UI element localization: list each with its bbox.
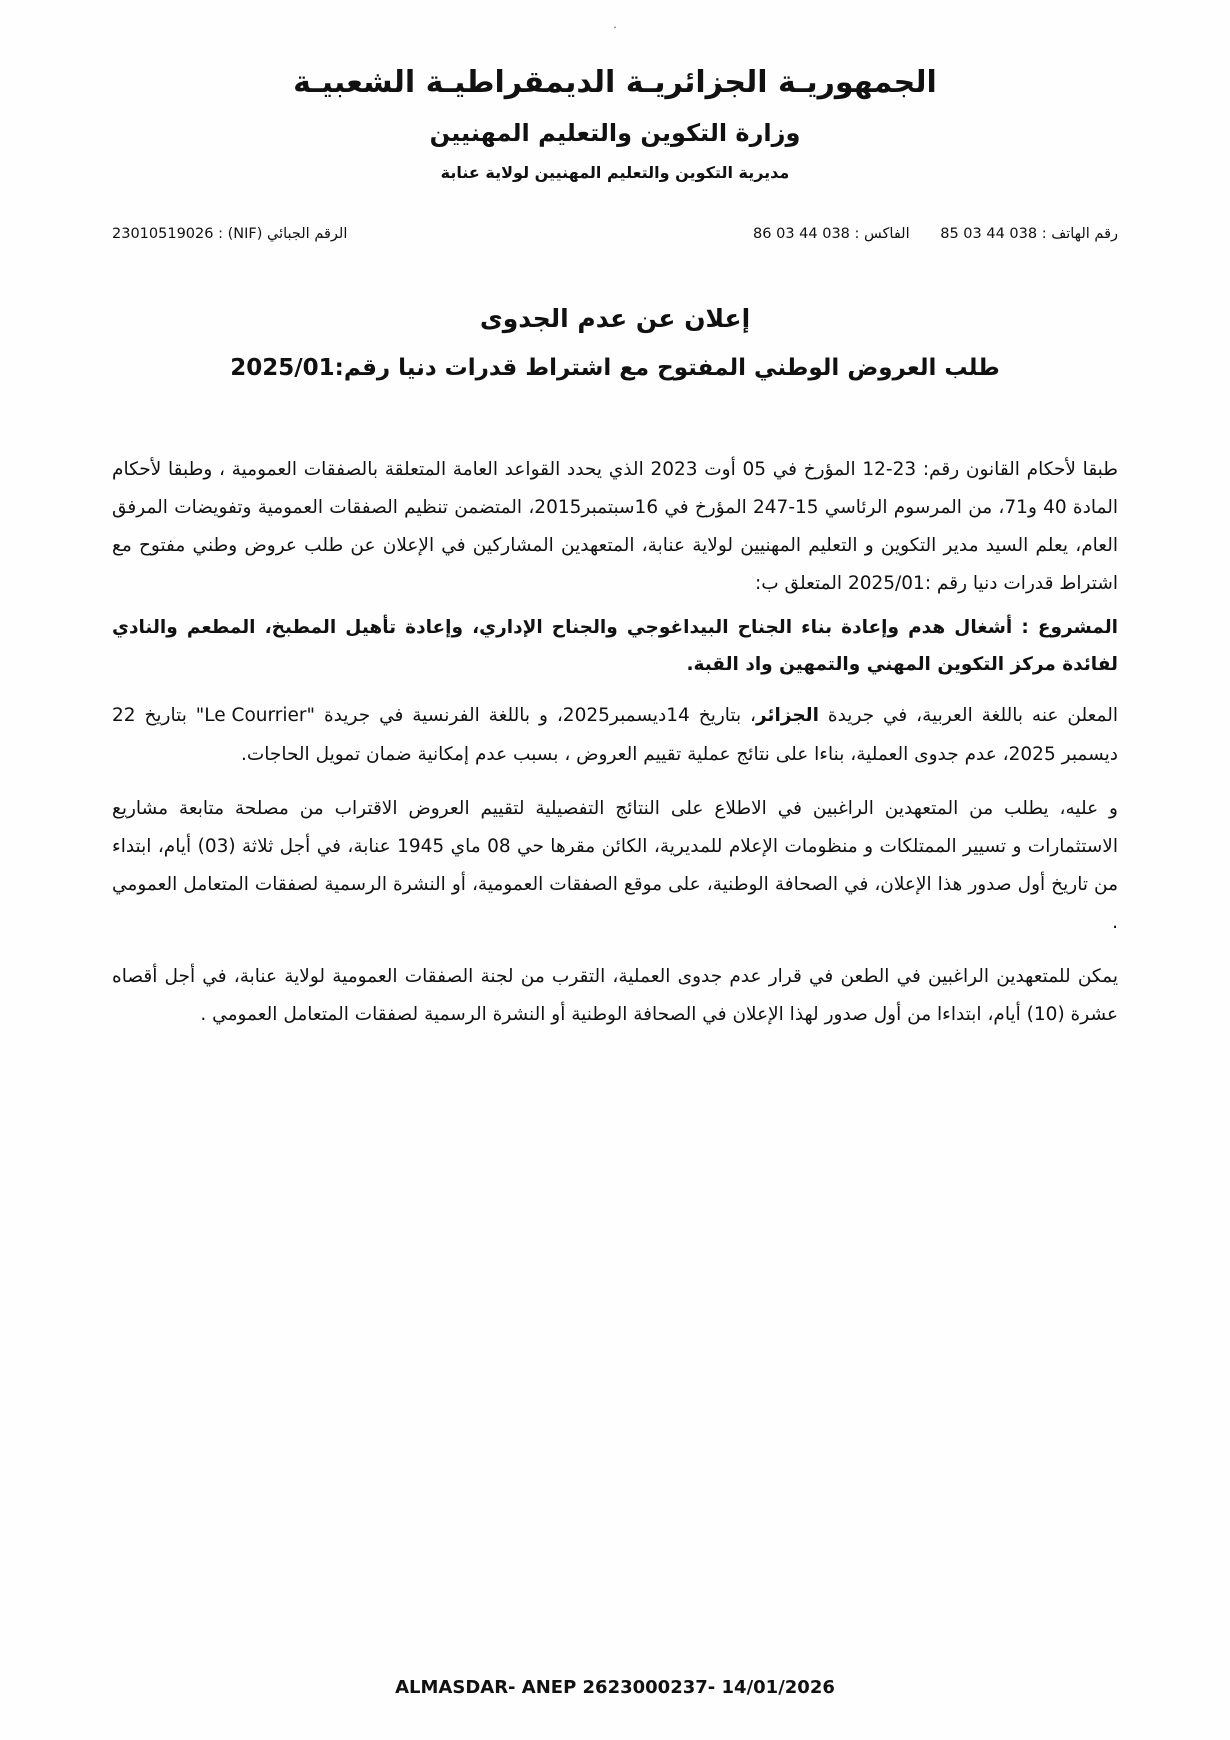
- document-content: [0, 60, 1230, 1050]
- tax-id: الرقم الجبائي (NIF) : 23010519026: [112, 226, 348, 242]
- phone-number: رقم الهاتف : 038 44 03 85: [940, 226, 1118, 242]
- page-top-marker: .: [613, 18, 617, 31]
- body-block: [112, 451, 1118, 1034]
- paragraph-project: المشروع : أشغال هدم وإعادة بناء الجناح البيداغوجي والجناح الإداري، وإعادة تأهيل المطبخ، المطعم والنادي لفائدة مركز التكوين المهني والتمهين واد القبة.: [112, 617, 1118, 676]
- directorate-heading: مديرية التكوين والتعليم المهنيين لولاية عنابة: [440, 163, 790, 182]
- title-block: [112, 304, 1118, 381]
- paragraph-publication: [112, 697, 1118, 773]
- announcement-subtitle: طلب العروض الوطني المفتوح مع اشتراط قدرات دنيا رقم:2025/01: [230, 355, 1000, 381]
- paragraph-appeal: يمكن للمتعهدين الراغبين في الطعن في قرار عدم جدوى العملية، التقرب من لجنة الصفقات العمومية لولاية عنابة، في أجل أقصاه عشرة (10) أيام، ابتداءا من أول صدور لهذا الإعلان في الصحافة الوطنية أو النشرة الرسمية لصفقات المتعامل العمومي .: [112, 966, 1118, 1026]
- ministry-heading: وزارة التكوين والتعليم المهنيين: [429, 119, 801, 147]
- newspaper-name-french: "Le Courrier": [195, 705, 316, 727]
- publication-text-2: ، بتاريخ 14ديسمبر2025، و باللغة الفرنسية في جريدة: [315, 705, 757, 727]
- fax-number: الفاكس : 038 44 03 86: [753, 226, 910, 242]
- publication-text-3: بتاريخ 22 ديسمبر 2025، عدم جدوى العملية، بناءا على نتائج عملية تقييم العروض ، بسبب عدم إمكانية ضمان تمويل الحاجات.: [112, 705, 1118, 765]
- phone-fax-block: [753, 226, 1118, 242]
- paragraph-detailed-results: و عليه، يطلب من المتعهدين الراغبين في الاطلاع على النتائج التفصيلية لتقييم العروض الاقتراب من مصلحة متابعة مشاريع الاستثمارات و تسيير الممتلكات و منظومات الإعلام للمديرية، الكائن مقرها حي 08 ماي 1945 عنابة، في أجل ثلاثة (03) أيام، ابتداء من تاريخ أول صدور هذا الإعلان، في الصحافة الوطنية، على موقع الصفقات العمومية، أو النشرة الرسمية لصفقات المتعامل العمومي .: [112, 797, 1118, 933]
- contact-row: [112, 226, 1118, 242]
- footer-reference: ALMASDAR- ANEP 2623000237- 14/01/2026: [395, 1677, 835, 1698]
- announcement-title: إعلان عن عدم الجدوى: [479, 304, 751, 333]
- paragraph-legal-basis: طبقا لأحكام القانون رقم: 23-12 المؤرخ في 05 أوت 2023 الذي يحدد القواعد العامة المتعلقة بالصفقات العمومية ، وطبقا لأحكام المادة 40 و71، من المرسوم الرئاسي 15-247 المؤرخ في 16سبتمبر2015، المتضمن تنظيم الصفقات العمومية وتفويضات المرفق العام، يعلم السيد مدير التكوين و التعليم المهنيين لولاية عنابة، المتعهدين المشاركين في الإعلان عن طلب عروض وطني مفتوح مع اشتراط قدرات دنيا رقم :2025/01 المتعلق ب:: [112, 459, 1118, 595]
- republic-heading: الجمهوريـة الجزائريـة الديمقراطيـة الشعبيـة: [293, 65, 937, 100]
- publication-text-1: المعلن عنه باللغة العربية، في جريدة: [818, 705, 1118, 727]
- newspaper-name-arabic: الجزائر: [756, 705, 819, 727]
